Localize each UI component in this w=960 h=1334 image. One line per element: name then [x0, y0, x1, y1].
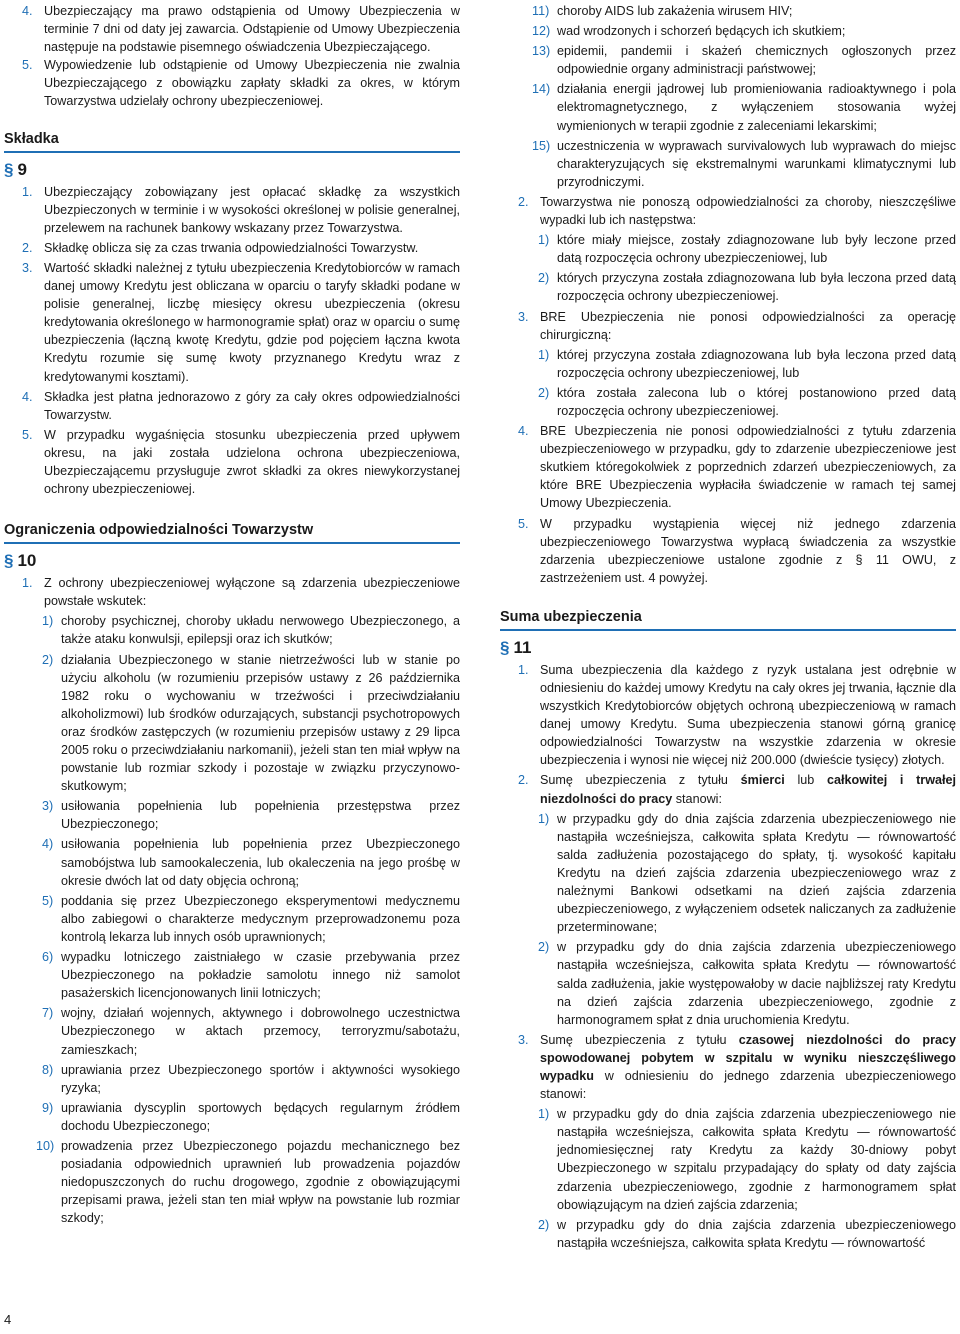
list-item	[4, 239, 460, 257]
item-text: działania energii jądrowej lub promieniowania radioaktywnego i pola elektromagnetycznego, z wyłączeniem stosowania wyżej wymienionych w terapii zgodnie z zaleceniami lekarskimi;	[557, 82, 956, 133]
item-number: 5)	[42, 893, 54, 908]
item-text: W przypadku wygaśnięcia stosunku ubezpieczenia przed upływem okresu, na jaki została udzielona ochrona ubezpieczeniowa, Ubezpieczającemu przysługuje zwrot składki za okres niewykorzystanej ochrony ubezpieczeniowej.	[44, 427, 460, 497]
list-item	[4, 426, 460, 498]
item-number: 5.	[22, 427, 33, 442]
item-text: Składkę oblicza się za czas trwania odpowiedzialności Towarzystw.	[44, 240, 419, 255]
item-number: 1.	[518, 662, 529, 677]
item-text: działania Ubezpieczonego w stanie nietrzeźwości lub w stanie po użyciu alkoholu (w rozumieniu przepisów ustawy z 26 października 1982 roku o wychowaniu w trzeźwości i przeciwdziałaniu alkoholizmowi) lub środków odurzających, substancji psychotropowych oraz środków zastępczych (w rozumieniu przepisów ustawy z 29 lipca 2005 roku o przeciwdziałaniu narkomanii), jeżeli stan ten miał wpływ na powstanie lub rozmiar szkody i pozostaje w związku przyczynowo-skutkowym;	[61, 652, 460, 794]
list-item	[4, 56, 460, 110]
item-text: Towarzystwa nie ponoszą odpowiedzialności za choroby, nieszczęśliwe wypadki lub ich następstwa:	[540, 194, 956, 228]
item-number: 4.	[22, 4, 33, 18]
item-number: 2)	[538, 1217, 550, 1232]
item-number: 1.	[22, 184, 33, 199]
list-item	[4, 388, 460, 424]
item-text: uprawiania przez Ubezpieczonego sportów i aktywności wysokiego ryzyka;	[61, 1062, 460, 1095]
item-text: Sumę ubezpieczenia z tytułu czasowej niezdolności do pracy spowodowanej pobytem w szpitalu w wyniku nieszczęśliwego wypadku w odniesieniu do jednego zdarzenia ubezpieczeniowego stanowi:	[540, 1032, 957, 1102]
sub-list-item	[4, 651, 460, 796]
paragraph-number: § 9	[4, 159, 27, 179]
list-item	[4, 183, 460, 237]
sub-list-item	[4, 835, 460, 889]
sub-list-item	[4, 1099, 460, 1135]
sub-list-item	[500, 384, 956, 420]
list-item	[4, 574, 460, 610]
section-heading-skladka: Składka	[4, 131, 460, 153]
list-item	[500, 193, 956, 229]
item-number: 4.	[518, 424, 529, 439]
item-number: 10)	[36, 1138, 55, 1153]
item-text: uprawiania dyscyplin sportowych będących regularnym źródłem dochodu Ubezpieczonego;	[61, 1100, 460, 1133]
item-text: usiłowania popełnienia lub popełnienia przez Ubezpieczonego samobójstwa lub samookaleczenia, lub okaleczenia na jego prośbę w okresie dwóch lat od daty objęcia ochroną;	[61, 837, 460, 888]
item-text: uczestniczenia w wyprawach survivalowych lub wyprawach do miejsc charakteryzujących się ekstremalnymi warunkami klimatycznymi lub przyrodniczymi.	[557, 138, 956, 189]
item-text: choroby psychicznej, choroby układu nerwowego Ubezpieczonego, a także ataku konwulsji, epilepsji oraz ich skutków;	[61, 614, 460, 647]
sub-list-item	[500, 810, 956, 937]
list-item	[500, 661, 956, 770]
sub-list-item	[500, 269, 956, 305]
item-text: Suma ubezpieczenia dla każdego z ryzyk ustalana jest odrębnie w odniesieniu do każdej umowy Kredytu na cały okres jej trwania, łącznie dla wszystkich Kredytobiorców objętych ochroną ubezpieczeniową w ramach danej umowy Kredytu. Suma ubezpieczenia stanowi górną granicę odpowiedzialności Towarzystw na wszystkie zdarzenia w okresie ubezpieczenia i wynosi nie więcej niż 200.000 (dwieście tysięcy) złotych.	[540, 662, 956, 768]
sub-list-item	[4, 1061, 460, 1097]
item-text: Wypowiedzenie lub odstąpienie od Umowy Ubezpieczenia nie zwalnia Ubezpieczającego z obowiązku zapłaty składki za okres, w którym Towarzystwa udzielały ochrony ubezpieczeniowej.	[44, 58, 460, 109]
item-text: Składka jest płatna jednorazowo z góry za cały okres odpowiedzialności Towarzystw.	[44, 389, 460, 422]
item-text: których przyczyna została zdiagnozowana lub była leczona przed datą rozpoczęcia ochrony ubezpieczeniowej.	[557, 271, 956, 304]
section-sign-icon: §	[4, 159, 14, 179]
item-text: epidemii, pandemii i skażeń chemicznych ogłoszonych przez odpowiednie organy administracji państwowej;	[557, 44, 956, 77]
list-item	[500, 515, 956, 587]
item-text: wojny, działań wojennych, aktywnego i dobrowolnego uczestnictwa Ubezpieczonego w aktach przemocy, terroryzmu/sabotażu, zamieszkach;	[61, 1006, 460, 1057]
sub-list-item	[4, 948, 460, 1002]
item-number: 1)	[538, 811, 550, 826]
section-sign-icon: §	[500, 637, 510, 657]
item-text: Wartość składki należnej z tytułu ubezpieczenia Kredytobiorców w ramach danej umowy Kredytu jest obliczana w oparciu o taryfy składki podane w polisie generalnej, liczbę miesięcy okresu ubezpieczenia (okresu kredytowania określonego w harmonogramie spłat) oraz w oparciu o sumę ubezpieczenia (łączną kwotę Kredytu, gdzie pod pojęciem łączna kwota Kredytu rozumie się sumę kwoty przyznanego Kredytu wraz z kredytowanymi kosztami).	[44, 260, 460, 384]
sub-list-item	[500, 938, 956, 1028]
item-number: 11)	[532, 4, 550, 18]
list-item	[4, 259, 460, 386]
item-text: Z ochrony ubezpieczeniowej wyłączone są zdarzenia ubezpieczeniowe powstałe wskutek:	[44, 576, 460, 609]
item-number: 2.	[518, 194, 529, 209]
item-number: 3.	[518, 1032, 529, 1047]
sub-list-item	[4, 612, 460, 648]
item-number: 9)	[42, 1100, 54, 1115]
item-text: wypadku lotniczego zaistniałego w czasie przebywania przez Ubezpieczonego na pokładzie samolotu innego niż samolot pasażerskich licencjonowanych linii lotniczych;	[61, 950, 460, 1001]
item-number: 1)	[538, 347, 550, 362]
item-number: 2.	[22, 240, 33, 255]
sub-list-item	[4, 892, 460, 946]
list-item	[500, 422, 956, 512]
item-number: 2)	[538, 385, 550, 400]
item-text: usiłowania popełnienia lub popełnienia przestępstwa przez Ubezpieczonego;	[61, 799, 460, 832]
left-column	[4, 2, 460, 1229]
item-number: 8)	[42, 1062, 54, 1077]
item-number: 13)	[532, 44, 551, 59]
item-text: które miały miejsce, zostały zdiagnozowane lub były leczone przed datą rozpoczęcia ochrony ubezpieczeniowej, lub	[557, 233, 956, 266]
item-number: 4.	[22, 389, 33, 404]
item-number: 1)	[538, 1107, 550, 1122]
item-text: W przypadku wystąpienia więcej niż jednego zdarzenia ubezpieczeniowego Towarzystwa wypłacą świadczenia za wszystkie zdarzenia ubezpieczeniowe ustalone zgodnie z § 11 OWU, z zastrzeżeniem ust. 4 powyżej.	[540, 516, 956, 585]
item-number: 3.	[518, 309, 529, 324]
sub-list-item	[500, 137, 956, 191]
item-number: 7)	[42, 1006, 54, 1021]
item-number: 3)	[42, 799, 54, 814]
section-sign-icon: §	[4, 551, 14, 571]
item-number: 2)	[538, 940, 550, 955]
item-text: w przypadku gdy do dnia zajścia zdarzenia ubezpieczeniowego nie nastąpiła wcześniejsza, całkowita spłata Kredytu — równowartość salda zadłużenia pozostającego do spłaty, tj. wysokość kapitału Kredytu na dzień zajścia zdarzenia ubezpieczeniowego wraz z należnymi Bankowi odsetkami na dzień zajścia zdarzenia ubezpieczeniowego, z wyłączeniem odsetek naliczanych za zadłużenie przeterminowane;	[557, 811, 956, 935]
list-item	[500, 308, 956, 344]
item-number: 1)	[538, 233, 550, 248]
item-text: Ubezpieczający ma prawo odstąpienia od Umowy Ubezpieczenia w terminie 7 dni od daty jej zawarcia. Odstąpienie od Umowy Ubezpieczenia następuje na podstawie pisemnego oświadczenia Ubezpieczającego.	[44, 4, 460, 55]
section-heading-ograniczenia: Ograniczenia odpowiedzialności Towarzystw	[4, 522, 460, 544]
paragraph-number: § 11	[500, 637, 532, 657]
sub-list-item	[500, 1216, 956, 1252]
item-text: wad wrodzonych i schorzeń będących ich skutkiem;	[557, 24, 846, 39]
item-text: poddania się przez Ubezpieczonego eksperymentowi medycznemu albo zabiegowi o charakterze medycznym przeprowadzonemu poza kontrolą lekarza lub innych osób uprawnionych;	[61, 893, 460, 944]
item-text: BRE Ubezpieczenia nie ponosi odpowiedzialności za operację chirurgiczną:	[540, 309, 956, 342]
item-number: 15)	[532, 138, 551, 153]
item-number: 5.	[22, 58, 33, 73]
item-text: w przypadku gdy do dnia zajścia zdarzenia ubezpieczeniowego nie nastąpiła wcześniejsza, całkowita spłata Kredytu — równowartość jednomiesięcznej raty Kredytu za każdy 30-dniowy pobyt Ubezpieczonego w szpitalu przypadający do spłaty od daty zajścia zdarzenia ubezpieczeniowego, zgodnie z harmonogramem spłat obowiązującym na dzień zajścia zdarzenia;	[557, 1107, 956, 1212]
item-number: 1)	[42, 614, 54, 629]
item-number: 3.	[22, 260, 33, 275]
list-item	[500, 771, 956, 807]
item-number: 2)	[538, 271, 550, 286]
list-item	[500, 1031, 956, 1103]
item-number: 4)	[42, 837, 54, 852]
item-text: prowadzenia przez Ubezpieczonego pojazdu mechanicznego bez posiadania odpowiednich uprawnień lub prowadzenia pojazdów niedopuszczonych do ruchu drogowego, zgodnie z obowiązującymi przepisami prawa, jeżeli stan ten miał wpływ na powstanie lub rozmiar szkody;	[61, 1138, 460, 1226]
section-heading-suma-ubezpieczenia: Suma ubezpieczenia	[500, 609, 956, 631]
sub-list-item	[500, 346, 956, 382]
item-text: w przypadku gdy do dnia zajścia zdarzenia ubezpieczeniowego nastąpiła wcześniejsza, całkowita spłata Kredytu — równowartość salda zadłużenia, jakie występowałoby w dacie najbliższej raty Kredytu na dzień zajścia zdarzenia ubezpieczeniowego, zgodnie z harmonogramem spłat z dnia uruchomienia Kredytu.	[557, 940, 956, 1027]
item-number: 12)	[532, 24, 551, 39]
item-number: 1.	[22, 576, 33, 591]
sub-list-item	[500, 1105, 956, 1214]
sub-list-item	[4, 1004, 460, 1058]
item-number: 6)	[42, 950, 54, 965]
sub-list-item	[4, 1137, 460, 1227]
paragraph-number: § 10	[4, 551, 37, 571]
item-text: która została zalecona lub o której postanowiono przed datą rozpoczęcia ochrony ubezpieczeniowej.	[557, 385, 956, 418]
page-number: 4	[4, 1312, 12, 1327]
item-text: Ubezpieczający zobowiązany jest opłacać składkę za wszystkich Ubezpieczonych w terminie i w wysokości określonej w polisie generalnej, przelewem na rachunek bankowy wskazany przez Towarzystwa.	[44, 184, 460, 235]
item-number: 2.	[518, 773, 529, 788]
item-text: BRE Ubezpieczenia nie ponosi odpowiedzialności z tytułu zdarzenia ubezpieczeniowego w przypadku, gdy to zdarzenie ubezpieczeniowe jest skutkiem któregokolwiek z poprzednich zdarzeń ubezpieczeniowych, za które BRE Ubezpieczenia wypłaciła świadczenie w ramach tej samej Umowy Ubezpieczenia.	[540, 424, 956, 511]
right-column	[500, 2, 956, 1254]
item-number: 2)	[42, 652, 54, 667]
item-number: 14)	[532, 82, 551, 97]
sub-list-item	[500, 42, 956, 78]
item-text: Sumę ubezpieczenia z tytułu śmierci lub całkowitej i trwałej niezdolności do pracy stanowi:	[540, 773, 957, 806]
item-text: choroby AIDS lub zakażenia wirusem HIV;	[557, 4, 793, 18]
sub-list-item	[500, 80, 956, 134]
item-number: 5.	[518, 516, 529, 531]
item-text: której przyczyna została zdiagnozowana lub była leczona przed datą rozpoczęcia ochrony ubezpieczeniowej, lub	[557, 347, 956, 380]
sub-list-item	[500, 2, 956, 20]
sub-list-item	[500, 22, 956, 40]
item-text: w przypadku gdy do dnia zajścia zdarzenia ubezpieczeniowego nastąpiła wcześniejsza, całkowita spłata Kredytu — równowartość	[557, 1217, 956, 1250]
sub-list-item	[500, 231, 956, 267]
list-item	[4, 2, 460, 56]
sub-list-item	[4, 797, 460, 833]
